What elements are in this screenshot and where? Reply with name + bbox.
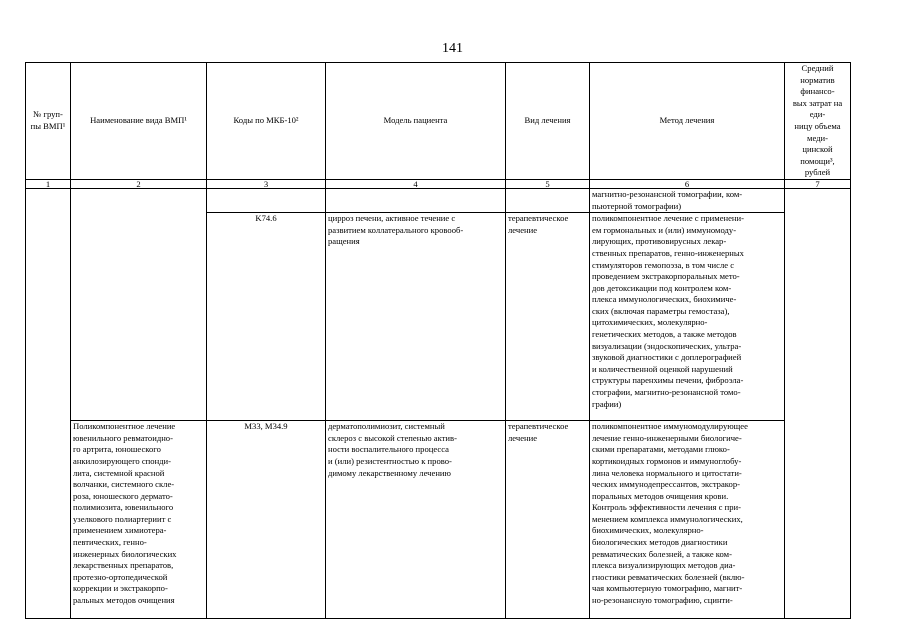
column-number: 2 (71, 179, 207, 188)
group-number-cell (26, 188, 71, 618)
treatment-method-cell: поликомпонентное иммуномодулирующее лечение генно-инженерными биологиче- скими препаратами, методами глюко- кортикоидных гормонов и иммуноглобу- лина человека нормального и цитостати- ческих иммунодепрессантов, экстракор- поральных методов очищения крови. Контроль эффективности лечения с при- менением комплекса иммунологических, биохимических, молекулярно- биологических методов диагностики ревматических болезней, а также ком- плекса визуализирующих методов диа- гностики ревматических болезней (вклю- чая компьютерную томографию, магнит- но-резонансную томографию, сцинти- (590, 421, 785, 619)
vmp-name-cell (71, 188, 207, 420)
icd-codes-cell: K74.6 (207, 213, 326, 421)
table-row (26, 421, 851, 619)
column-number: 3 (207, 179, 326, 188)
header-group-number: № груп- пы ВМП¹ (26, 63, 71, 180)
header-treatment-type: Вид лечения (506, 63, 590, 180)
treatment-type-cell: терапевтическое лечение (506, 213, 590, 421)
treatment-method-cell: магнитно-резонансной томографии, ком- пьютерной томографии) (590, 188, 785, 212)
table-row (26, 188, 851, 212)
vmp-name-cell: Поликомпонентное лечение ювенильного ревматоидно- го артрита, юношеского анкилозирующего спонди- лита, системной красной волчанки, системного скле- роза, юношеского дермато- полимиозита, ювенильного узелкового полиартериит с применением химиотера- певтических, генно- инженерных биологических лекарственных препаратов, протезно-ортопедической коррекции и экстракорпо- ральных методов очищения (71, 421, 207, 619)
average-cost-cell (785, 188, 851, 618)
column-number-row (26, 179, 851, 188)
column-number: 5 (506, 179, 590, 188)
page-number: 141 (442, 41, 463, 56)
header-treatment-method: Метод лечения (590, 63, 785, 180)
patient-model-cell: дерматополимиозит, системный склероз с высокой степенью актив- ности воспалительного процесса и (или) резистентностью к прово- димому лекарственному лечению (326, 421, 506, 619)
header-vmp-name: Наименование вида ВМП¹ (71, 63, 207, 180)
icd-codes-cell (207, 188, 326, 212)
treatment-type-cell (506, 188, 590, 212)
treatment-method-cell: поликомпонентное лечение с применени- ем гормональных и (или) иммуномоду- лирующих, противовирусных лекар- ственных препаратов, генно-инженерных стимуляторов гемопоэза, в том числе с проведением экстракорпоральных мето- дов детоксикации под контролем ком- плекса иммунологических, биохимиче- ских (включая параметры гемостаза), цитохимических, молекулярно- генетических методов, а также методов визуализации (эндоскопических, ультра- звуковой диагностики с доплерографией и количественной оценкой нарушений структуры паренхимы печени, фиброэла- стографии, магнитно-резонансной томо- графии) (590, 213, 785, 421)
treatment-type-cell: терапевтическое лечение (506, 421, 590, 619)
header-patient-model: Модель пациента (326, 63, 506, 180)
icd-codes-cell: M33, M34.9 (207, 421, 326, 619)
column-number: 6 (590, 179, 785, 188)
patient-model-cell: цирроз печени, активное течение с развитием коллатерального кровооб- ращения (326, 213, 506, 421)
column-number: 4 (326, 179, 506, 188)
header-icd-codes: Коды по МКБ-10² (207, 63, 326, 180)
column-number: 1 (26, 179, 71, 188)
column-number: 7 (785, 179, 851, 188)
header-row (26, 63, 851, 180)
vmp-table (25, 62, 851, 619)
header-average-cost: Средний норматив финансо- вых затрат на еди- ницу объема меди- цинской помощи³, рублей (785, 63, 851, 180)
patient-model-cell (326, 188, 506, 212)
